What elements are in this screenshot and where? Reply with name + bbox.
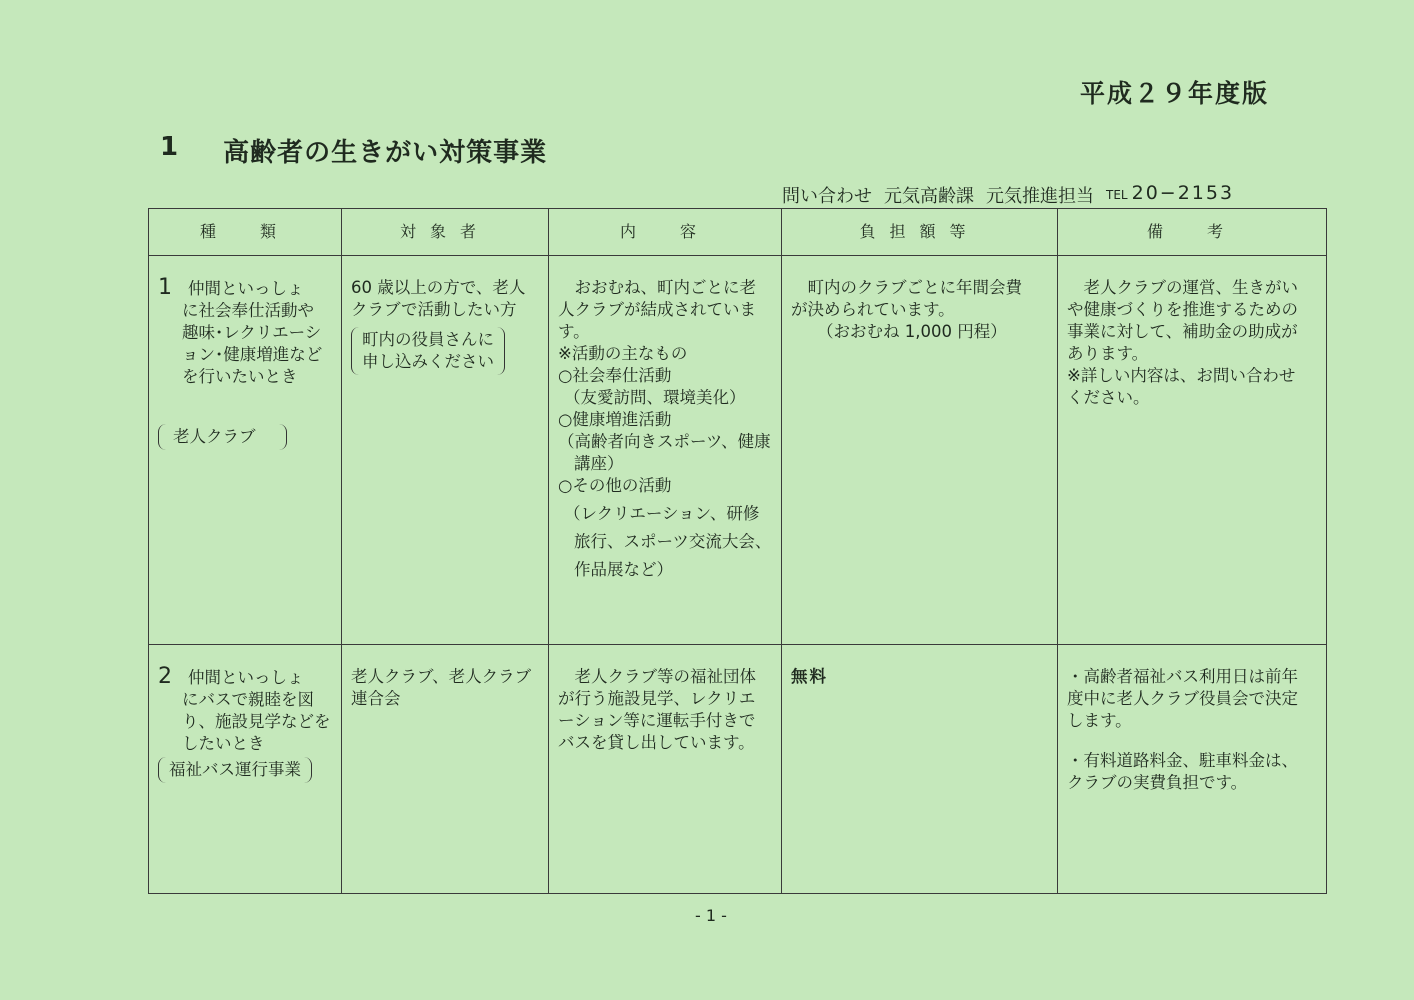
- header-content: 内 容: [549, 209, 782, 256]
- row1-note-line: 老人クラブの運営、生きがい: [1067, 278, 1298, 297]
- row2-note-line: します。: [1067, 711, 1132, 730]
- row2-type-line: にバスで親睦を図: [182, 690, 314, 709]
- header-cost: 負担額等: [782, 209, 1058, 256]
- row2-notes: [1058, 645, 1327, 894]
- edition-label: 平成２９年度版: [1080, 79, 1270, 108]
- row2-target: [342, 645, 549, 894]
- row1-content-line: ※活動の主なもの: [558, 344, 688, 363]
- header-target: 対象者: [342, 209, 549, 256]
- header-notes: 備 考: [1058, 209, 1327, 256]
- row1-cost-line: 町内のクラブごとに年間会費: [791, 278, 1022, 297]
- row1-content-line: 人クラブが結成されていま: [558, 300, 756, 319]
- row1-content-line: ○健康増進活動: [558, 410, 672, 429]
- row2-content-line: 老人クラブ等の福祉団体: [558, 667, 756, 686]
- row1-notes: [1058, 256, 1327, 645]
- tel-number: 20−2153: [1131, 182, 1235, 204]
- header-type: 種 類: [149, 209, 342, 256]
- table-row: [149, 645, 1327, 894]
- contact-tel: [1106, 182, 1234, 208]
- row1-content-line: 旅行、スポーツ交流大会、: [574, 532, 772, 551]
- row1-type-bracket: 老人クラブ: [158, 424, 287, 450]
- row1-note-line: あります。: [1067, 344, 1149, 363]
- row1-content-line: （高齢者向きスポーツ、健康: [558, 432, 771, 451]
- row2-content-line: が行う施設見学、レクリエ: [558, 689, 756, 708]
- row1-target: [342, 256, 549, 645]
- table-row: [149, 256, 1327, 645]
- contact-division: 元気高齢課: [884, 186, 974, 207]
- row2-note-line: ・有料道路料金、駐車料金は、: [1067, 751, 1298, 770]
- page-number: - 1 -: [695, 906, 727, 925]
- row1-content-line: 講座）: [574, 454, 624, 473]
- row2-cost: [782, 645, 1058, 894]
- row1-note-line: ※詳しい内容は、お問い合わせ: [1067, 366, 1296, 385]
- row2-type: [149, 645, 342, 894]
- row1-type-line: 仲間といっしょ: [188, 279, 304, 298]
- row1-target-bracket-line: 町内の役員さんに: [362, 330, 494, 349]
- row1-number: 1: [158, 275, 172, 300]
- title-text: 高齢者の生きがい対策事業: [223, 138, 548, 168]
- row1-target-bracket-line: 申し込みください: [362, 352, 494, 371]
- contact-label: 問い合わせ: [782, 186, 872, 207]
- contact-info: [782, 182, 1234, 208]
- row1-target-bracket: [351, 327, 505, 375]
- row1-content-line: （友愛訪問、環境美化）: [564, 388, 746, 407]
- row1-content-line: （レクリエーション、研修: [564, 504, 760, 523]
- row2-note-line: ・高齢者福祉バス利用日は前年: [1067, 667, 1298, 686]
- row1-type-line: ョン･健康増進など: [182, 345, 323, 364]
- row1-type: [149, 256, 342, 645]
- row1-note-line: 事業に対して、補助金の助成が: [1067, 322, 1298, 341]
- row2-content-line: バスを貸し出しています。: [558, 733, 755, 752]
- row1-cost: [782, 256, 1058, 645]
- row1-type-line: を行いたいとき: [182, 367, 298, 386]
- row1-content: [549, 256, 782, 645]
- row2-cost-free: 無料: [791, 667, 828, 686]
- row1-content-line: ○社会奉仕活動: [558, 366, 672, 385]
- row1-content-line: す。: [558, 322, 590, 341]
- row2-type-line: したいとき: [182, 734, 265, 753]
- row2-content-line: ーション等に運転手付きで: [558, 711, 756, 730]
- row2-target-line: 連合会: [351, 689, 401, 708]
- tel-mark: TEL: [1106, 188, 1128, 202]
- row2-note-line: 度中に老人クラブ役員会で決定: [1067, 689, 1298, 708]
- row1-content-line: ○その他の活動: [558, 476, 672, 495]
- page-title: [160, 132, 547, 169]
- row1-content-line: 作品展など）: [574, 560, 673, 579]
- row1-cost-line: が決められています。: [791, 300, 955, 319]
- services-table: [148, 208, 1327, 894]
- row1-note-line: ください。: [1067, 388, 1150, 407]
- row2-number: 2: [158, 664, 172, 689]
- row2-type-line: り、施設見学などを: [182, 712, 331, 731]
- row1-type-line: 趣味･レクリエーシ: [182, 323, 322, 342]
- row1-type-line: に社会奉仕活動や: [182, 301, 314, 320]
- row1-target-line: 60 歳以上の方で、老人: [351, 278, 526, 297]
- row2-type-line: 仲間といっしょ: [188, 668, 304, 687]
- row1-target-line: クラブで活動したい方: [351, 300, 517, 319]
- table-header-row: [149, 209, 1327, 256]
- row1-note-line: や健康づくりを推進するための: [1067, 300, 1298, 319]
- title-number: 1: [160, 132, 180, 162]
- row2-note-line: クラブの実費負担です。: [1067, 773, 1248, 792]
- row2-target-line: 老人クラブ、老人クラブ: [351, 667, 532, 686]
- row1-cost-line: （おおむね 1,000 円程）: [817, 322, 1007, 341]
- row2-type-bracket: 福祉バス運行事業: [158, 757, 312, 783]
- contact-section: 元気推進担当: [986, 186, 1094, 207]
- row2-content: [549, 645, 782, 894]
- row1-content-line: おおむね、町内ごとに老: [558, 278, 756, 297]
